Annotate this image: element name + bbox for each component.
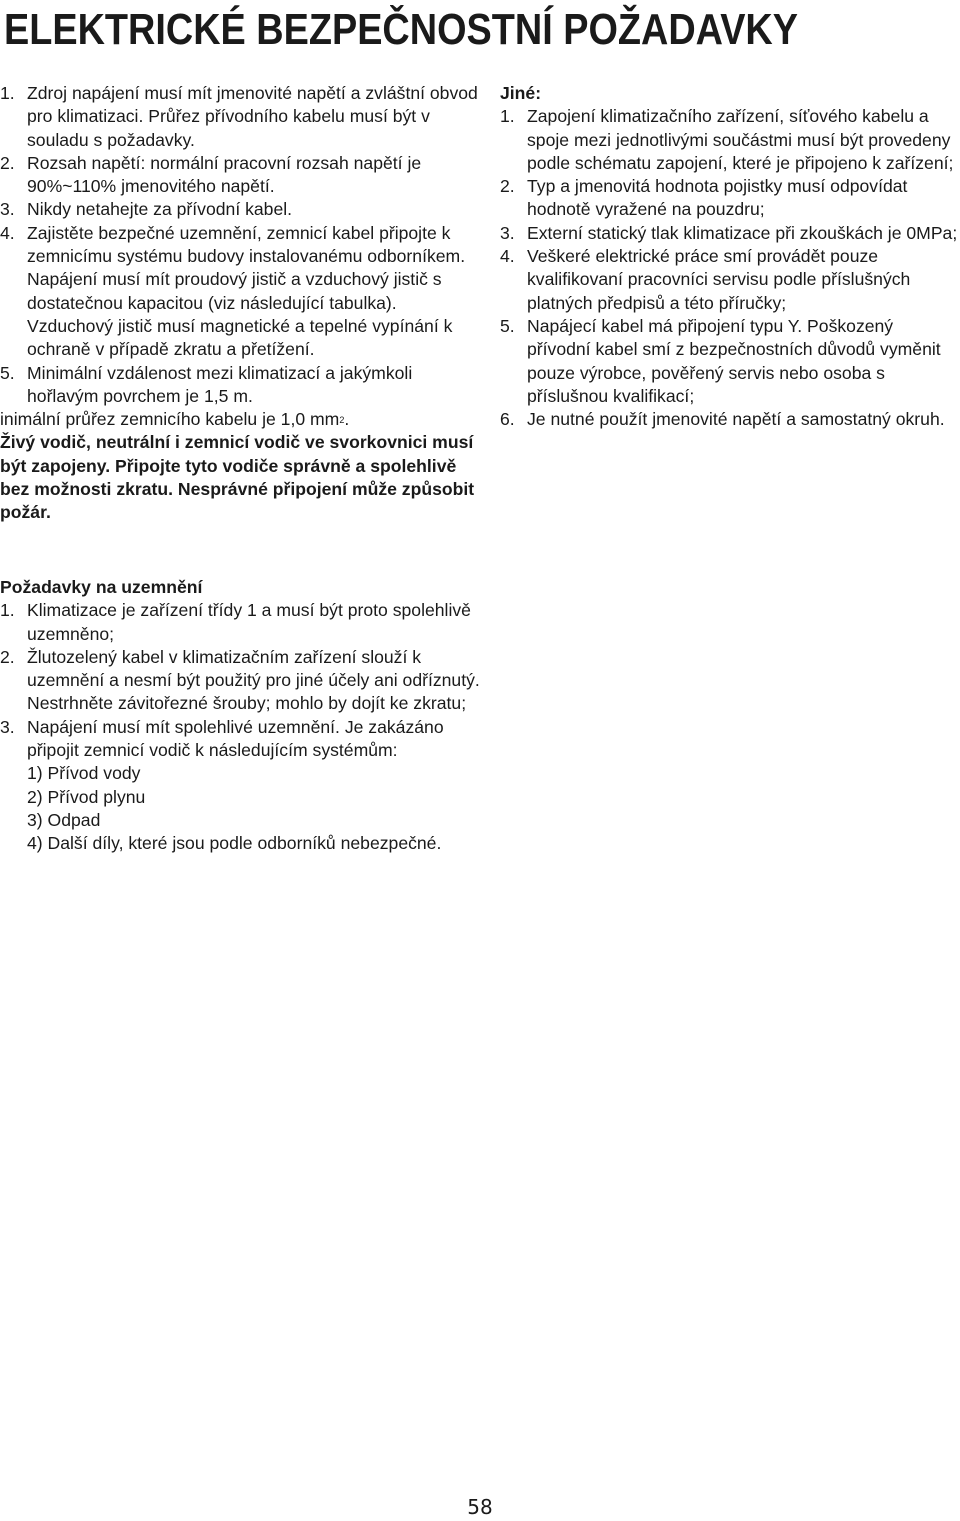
item-number: 2. — [500, 176, 515, 197]
item-text: Zajistěte bezpečné uzemnění, zemnicí kabel připojte k zemnicímu systému budovy instalovanému odborníkem. Napájení musí mít proudový jistič a vzduchový jistič s dostatečnou kapacitou (viz následující tabulka). Vzduchový jistič musí magnetické a tepelné vypínání k ochraně v případě zkratu a přetížení. — [27, 222, 466, 360]
item-text: Je nutné použít jmenovité napětí a samostatný okruh. — [527, 409, 945, 430]
item-text: Zdroj napájení musí mít jmenovité napětí a zvláštní obvod pro klimatizaci. Průřez přívodního kabelu musí být v souladu s požadavky. — [27, 83, 478, 150]
sub-list-item: 3) Odpad — [27, 809, 101, 830]
item-text: Veškeré elektrické práce smí provádět pouze kvalifikovaní pracovníci servisu podle příslušných platných předpisů a této příručky; — [527, 246, 911, 313]
cross-section-text: inimální průřez zemnicího kabelu je 1,0 mm — [0, 409, 340, 430]
wiring-warning: Živý vodič, neutrální i zemnicí vodič ve svorkovnici musí být zapojeny. Připojte tyto vodiče správně a spolehlivě bez možnosti zkratu. Nesprávné připojení může způsobit požár. — [0, 432, 475, 523]
item-number: 1. — [0, 600, 15, 621]
sub-list-item: 2) Přívod plynu — [27, 786, 146, 807]
grounding-heading: Požadavky na uzemnění — [0, 577, 203, 597]
grounding-requirements-list — [0, 576, 480, 856]
list-item — [0, 152, 480, 199]
item-number: 6. — [500, 409, 515, 430]
item-text: Rozsah napětí: normální pracovní rozsah napětí je 90%~110% jmenovitého napětí. — [27, 152, 422, 197]
list-item — [0, 599, 480, 646]
list-item — [0, 362, 480, 409]
item-number: 5. — [500, 315, 515, 336]
list-item — [500, 245, 960, 315]
page-title: ELEKTRICKÉ BEZPEČNOSTNÍ POŽADAVKY — [4, 5, 798, 54]
item-number: 3. — [500, 222, 515, 243]
sub-list-item: 1) Přívod vody — [27, 763, 141, 784]
list-item — [500, 222, 960, 245]
cross-section-note — [0, 408, 480, 431]
list-item — [0, 222, 480, 362]
sub-list-item: 4) Další díly, které jsou podle odborníků nebezpečné. — [27, 833, 442, 854]
other-requirements-list — [500, 82, 960, 431]
item-text: Napájení musí mít spolehlivé uzemnění. Je zakázáno připojit zemnicí vodič k následujícím systémům: — [27, 716, 444, 761]
list-item — [0, 716, 480, 763]
item-number: 1. — [0, 83, 15, 103]
item-text: Klimatizace je zařízení třídy 1 a musí být proto spolehlivě uzemněno; — [27, 600, 471, 644]
item-text: Externí statický tlak klimatizace při zkouškách je 0MPa; — [527, 222, 958, 243]
item-number: 2. — [0, 646, 15, 667]
item-number: 2. — [0, 152, 15, 173]
item-text: Zapojení klimatizačního zařízení, síťového kabelu a spoje mezi jednotlivými součástmi musí být provedeny podle schématu zapojení, které je připojeno k zařízení; — [527, 106, 954, 173]
item-text: Typ a jmenovitá hodnota pojistky musí odpovídat hodnotě vyražené na pouzdru; — [527, 176, 908, 220]
list-item — [500, 408, 960, 431]
list-item — [500, 315, 960, 408]
cross-section-superscript: 2 — [339, 415, 345, 426]
list-item — [0, 82, 480, 152]
item-number: 4. — [0, 222, 15, 243]
cross-section-end: . — [344, 409, 350, 430]
list-item — [500, 105, 960, 175]
item-number: 3. — [0, 716, 15, 737]
list-item — [0, 198, 480, 221]
item-text: Žlutozelený kabel v klimatizačním zařízení slouží k uzemnění a nesmí být použitý pro jiné účely ani odříznutý. Nestrhněte závitořezné šrouby; mohlo by dojít ke zkratu; — [27, 646, 480, 714]
item-text: Nikdy netahejte za přívodní kabel. — [27, 199, 293, 220]
item-number: 1. — [500, 106, 515, 127]
item-text: Minimální vzdálenost mezi klimatizací a jakýmkoli hořlavým povrchem je 1,5 m. — [27, 362, 413, 406]
list-item — [500, 175, 960, 222]
page-number: 58 — [467, 1495, 493, 1519]
item-number: 3. — [0, 199, 15, 220]
safety-requirements-list — [0, 82, 480, 525]
item-number: 4. — [500, 246, 515, 267]
list-item — [0, 646, 480, 716]
item-number: 5. — [0, 362, 15, 383]
item-text: Napájecí kabel má připojení typu Y. Poškozený přívodní kabel smí z bezpečnostních důvodů vyměnit pouze výrobce, pověřený servis nebo osoba s příslušnou kvalifikací; — [527, 315, 941, 406]
other-heading: Jiné: — [500, 83, 542, 103]
